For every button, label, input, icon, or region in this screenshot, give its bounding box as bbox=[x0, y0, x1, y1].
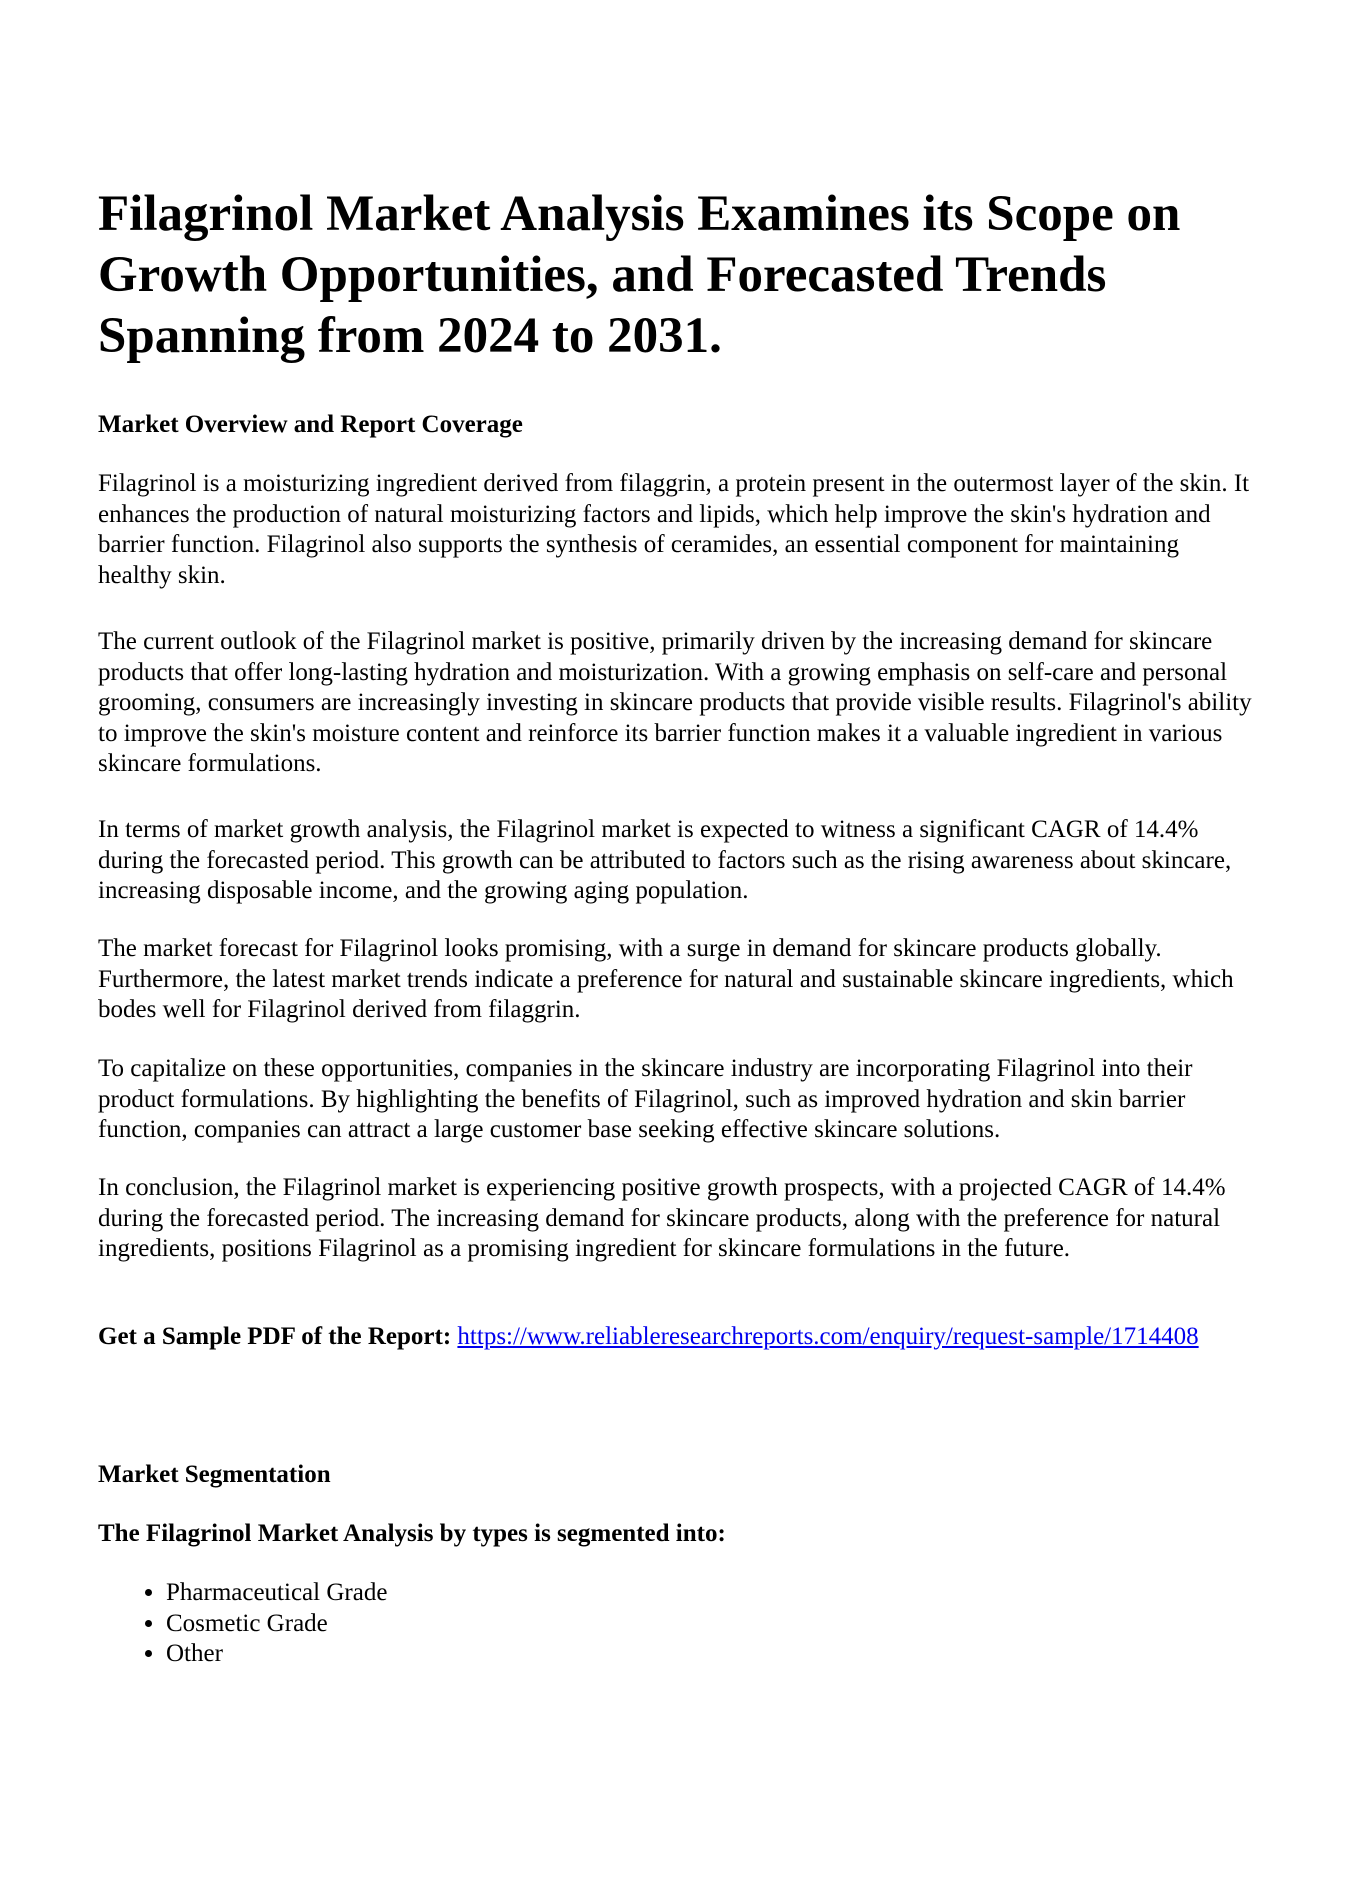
list-item: • Cosmetic Grade bbox=[166, 1609, 387, 1640]
overview-paragraph-3: In terms of market growth analysis, the Filagrinol market is expected to witness a significant CAGR of 14.4% during the forecasted period. This growth can be attributed to factors such as the rising awareness about skincare, increasing disposable income, and the growing aging population. bbox=[98, 816, 1232, 904]
overview-paragraph-5: To capitalize on these opportunities, companies in the skincare industry are incorporating Filagrinol into their product formulations. By highlighting the benefits of Filagrinol, such as improved hydration and skin barrier function, companies can attract a large customer base seeking effective skincare solutions. bbox=[98, 1055, 1193, 1143]
overview-heading: Market Overview and Report Coverage bbox=[98, 411, 523, 438]
overview-paragraph-1: Filagrinol is a moisturizing ingredient derived from filaggrin, a protein present in the outermost layer of the skin. It enhances the production of natural moisturizing factors and lipids, which help improve the skin's hydration and barrier function. Filagrinol also supports the synthesis of ceramides, an essential component for maintaining healthy skin. bbox=[98, 470, 1250, 589]
overview-paragraph-4: The market forecast for Filagrinol looks promising, with a surge in demand for skincare products globally. Furthermore, the latest market trends indicate a preference for natural and sustainable skincare ingredients, which bodes well for Filagrinol derived from filaggrin. bbox=[98, 935, 1234, 1023]
list-item: • Pharmaceutical Grade bbox=[166, 1578, 387, 1609]
segmentation-heading: Market Segmentation bbox=[98, 1461, 331, 1488]
types-heading: The Filagrinol Market Analysis by types is segmented into: bbox=[98, 1520, 726, 1547]
overview-paragraph-6: In conclusion, the Filagrinol market is experiencing positive growth prospects, with a projected CAGR of 14.4% during the forecasted period. The increasing demand for skincare products, along with the preference for natural ingredients, positions Filagrinol as a promising ingredient for skincare formulations in the future. bbox=[98, 1174, 1226, 1262]
list-item: • Other bbox=[166, 1639, 387, 1670]
sample-request bbox=[98, 1322, 1258, 1353]
overview-paragraph-2: The current outlook of the Filagrinol market is positive, primarily driven by the increasing demand for skincare products that offer long-lasting hydration and moisturization. With a growing emphasis on self-care and personal grooming, consumers are increasingly investing in skincare products that provide visible results. Filagrinol's ability to improve the skin's moisture content and reinforce its barrier function makes it a valuable ingredient in various skincare formulations. bbox=[98, 628, 1252, 777]
sample-label: Get a Sample PDF of the Report: bbox=[98, 1323, 452, 1350]
types-list bbox=[98, 1578, 387, 1670]
page-title: Filagrinol Market Analysis Examines its Scope on Growth Opportunities, and Forecasted Trends Spanning from 2024 to 2031. bbox=[98, 186, 1181, 364]
sample-request-link[interactable]: https://www.reliableresearchreports.com/enquiry/request-sample/1714408 bbox=[457, 1323, 1199, 1350]
